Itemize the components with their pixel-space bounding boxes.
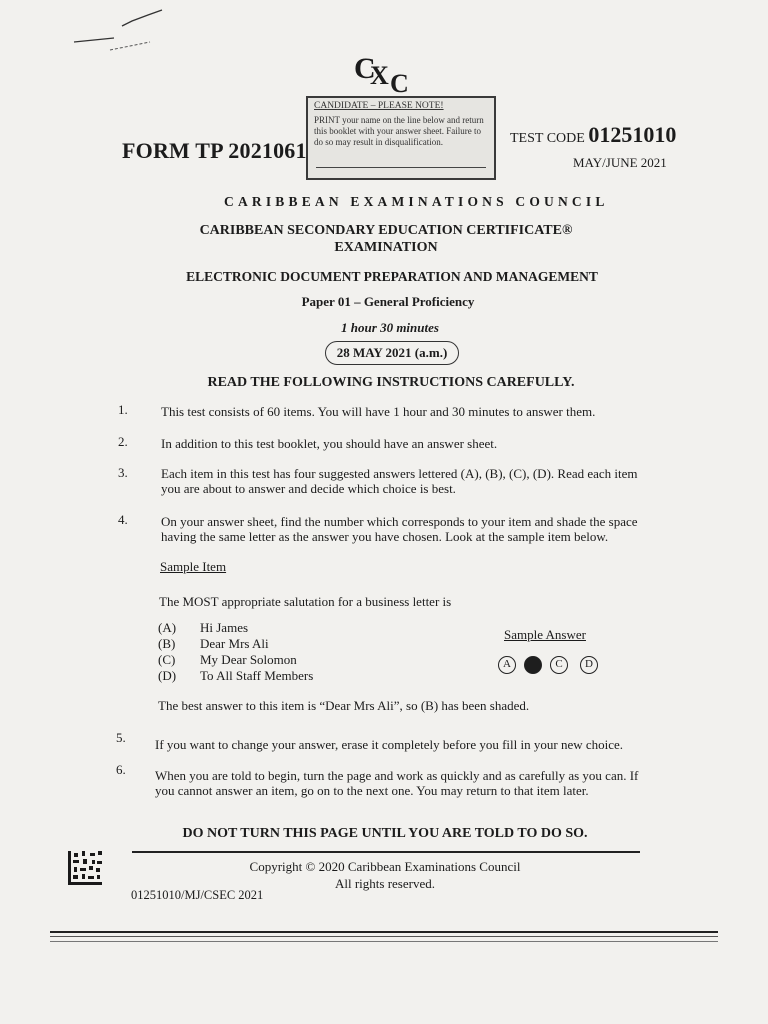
option-letter: (B): [158, 636, 176, 651]
sample-explanation: The best answer to this item is “Dear Mrs Ali”, so (B) has been shaded.: [158, 698, 530, 713]
answer-bubble-a: A: [498, 656, 516, 674]
exam-duration: 1 hour 30 minutes: [341, 320, 439, 335]
candidate-note-box: [306, 96, 496, 180]
bottom-rule: [50, 941, 718, 942]
copyright-notice: [230, 858, 540, 892]
test-code-value: 01251010: [588, 122, 677, 147]
bottom-rule: [50, 931, 718, 933]
instructions-heading: READ THE FOLLOWING INSTRUCTIONS CAREFULLY.: [207, 375, 575, 390]
option-text: Hi James: [200, 620, 249, 635]
svg-text:X: X: [370, 61, 389, 90]
svg-text:C: C: [390, 69, 409, 94]
footer-divider: [132, 851, 640, 853]
svg-text:C: C: [354, 52, 376, 85]
answer-bubble-c: C: [550, 656, 568, 674]
instruction-text: Each item in this test has four suggested answers lettered (A), (B), (C), (D). Read each item you are about to answer and decide which choice is best.: [161, 466, 638, 496]
bottom-rule: [50, 936, 718, 937]
sample-item-heading: Sample Item: [160, 559, 227, 574]
sample-question: The MOST appropriate salutation for a business letter is: [159, 594, 452, 609]
candidate-name-line[interactable]: [316, 167, 486, 168]
test-code: [510, 122, 676, 148]
option-text: Dear Mrs Ali: [200, 636, 269, 651]
candidate-note-text: PRINT your name on the line below and return this booklet with your answer sheet. Failure to do so may result in disqualification.: [314, 115, 484, 147]
instruction-number: 6.: [116, 762, 126, 777]
do-not-turn-warning: DO NOT TURN THIS PAGE UNTIL YOU ARE TOLD TO DO SO.: [182, 826, 588, 841]
cxc-logo: [352, 48, 416, 94]
instruction-text: If you want to change your answer, erase it completely before you fill in your new choice.: [155, 737, 624, 752]
instruction-number: 4.: [118, 512, 128, 527]
form-number: FORM TP 2021061: [122, 138, 307, 163]
exam-date-badge: 28 MAY 2021 (a.m.): [325, 341, 459, 365]
instruction-number: 1.: [118, 402, 128, 417]
answer-bubble-d: D: [580, 656, 598, 674]
datamatrix-barcode-icon: [68, 851, 102, 885]
instruction-text: This test consists of 60 items. You will have 1 hour and 30 minutes to answer them.: [161, 404, 596, 419]
option-text: To All Staff Members: [200, 668, 314, 683]
candidate-note-title: CANDIDATE – PLEASE NOTE!: [314, 101, 444, 111]
exam-session: MAY/JUNE 2021: [573, 155, 667, 170]
option-letter: (D): [158, 668, 177, 683]
sample-answer-label: Sample Answer: [504, 627, 586, 642]
copyright-line: Copyright © 2020 Caribbean Examinations Council: [249, 859, 521, 874]
certificate-line-1: CARIBBEAN SECONDARY EDUCATION CERTIFICATE®: [199, 223, 573, 238]
option-letter: (A): [158, 620, 177, 635]
subject-title: ELECTRONIC DOCUMENT PREPARATION AND MANAGEMENT: [186, 269, 598, 284]
option-text: My Dear Solomon: [200, 652, 297, 667]
instruction-number: 5.: [116, 730, 126, 745]
certificate-line-2: EXAMINATION: [334, 240, 438, 255]
instruction-text: When you are told to begin, turn the page and work as quickly and as carefully as you can. If you cannot answer an item, go on to the next one. You may return to that item later.: [155, 768, 639, 798]
certificate-title: [186, 222, 586, 256]
instruction-text: On your answer sheet, find the number which corresponds to your item and shade the space having the same letter as the answer you have chosen. Look at the sample item below.: [161, 514, 638, 544]
instruction-number: 2.: [118, 434, 128, 449]
instruction-text: In addition to this test booklet, you should have an answer sheet.: [161, 436, 498, 451]
option-letter: (C): [158, 652, 176, 667]
council-name: CARIBBEAN EXAMINATIONS COUNCIL: [224, 194, 609, 209]
test-code-label: TEST CODE: [510, 131, 585, 146]
rights-line: All rights reserved.: [334, 876, 435, 891]
paper-title: Paper 01 – General Proficiency: [301, 294, 475, 309]
pen-scribble-mark: [70, 4, 170, 56]
paper-code: 01251010/MJ/CSEC 2021: [131, 888, 264, 902]
answer-bubble-b-shaded: [524, 656, 542, 674]
instruction-number: 3.: [118, 465, 128, 480]
